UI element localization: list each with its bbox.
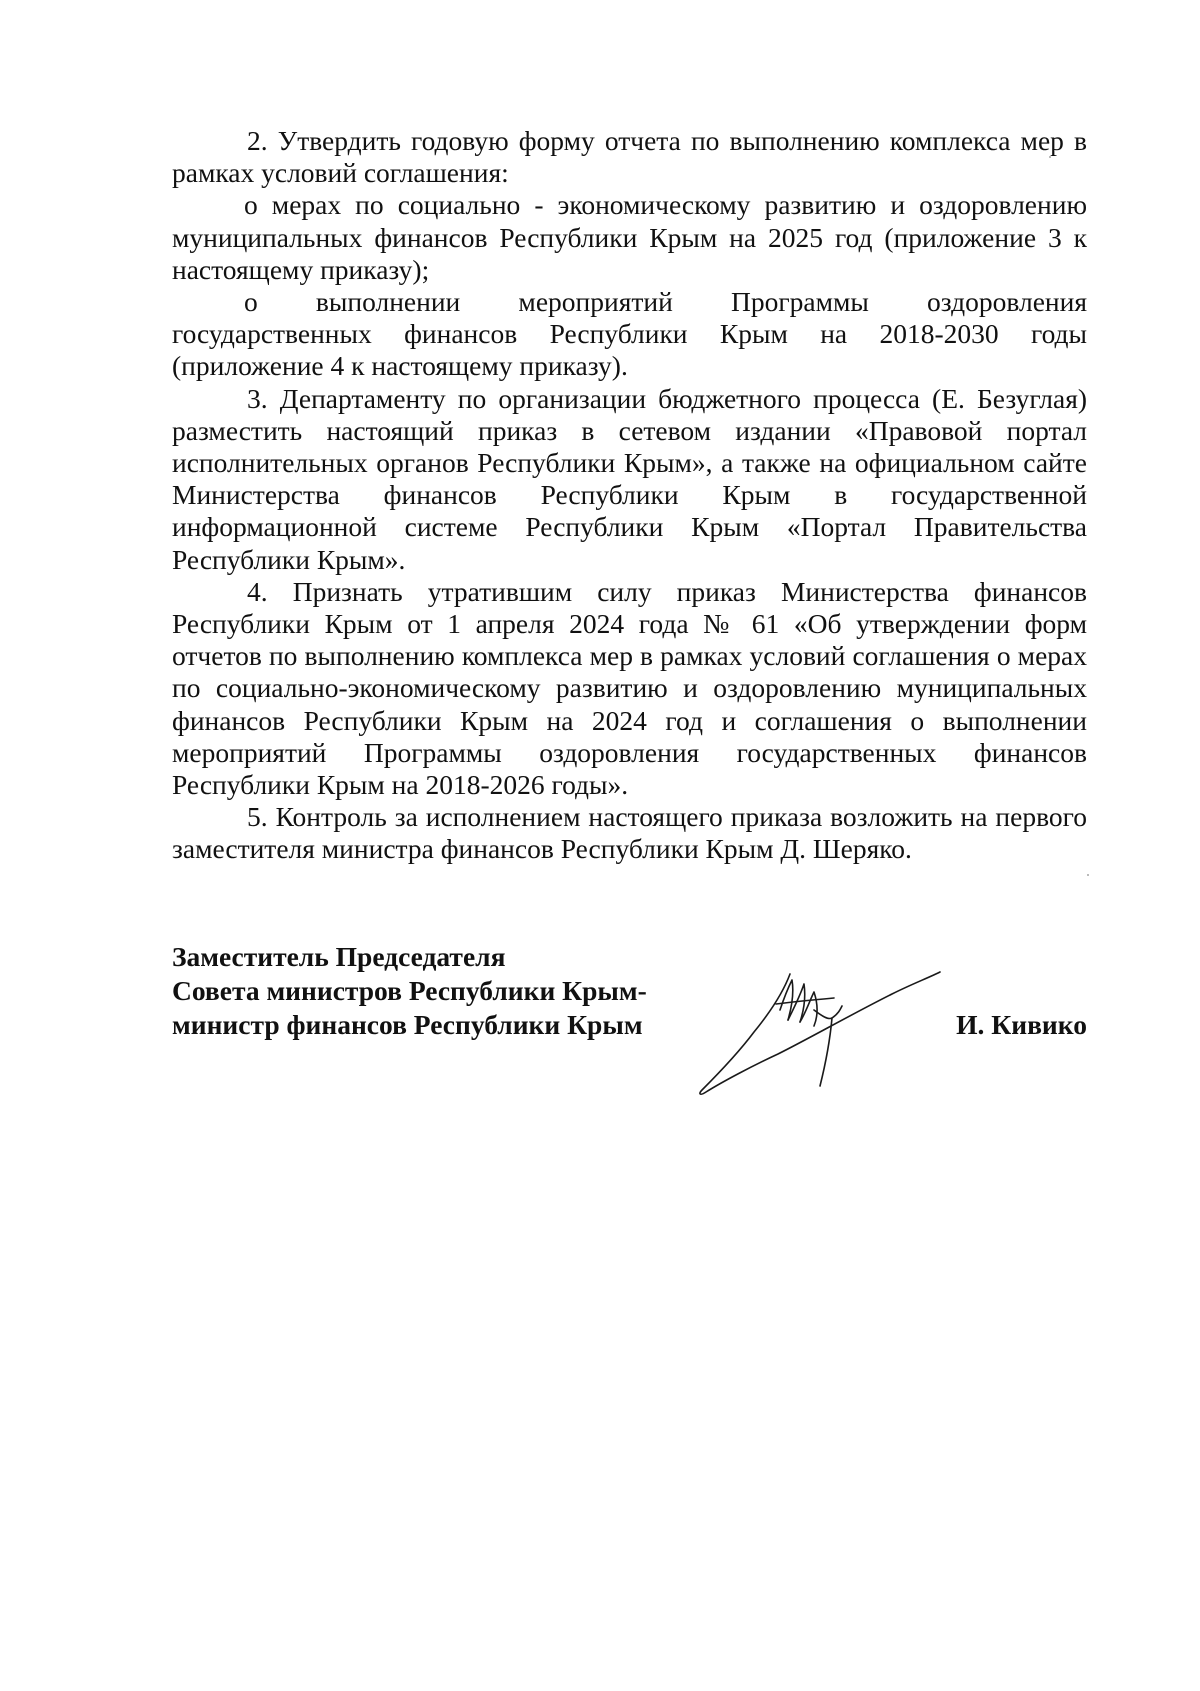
paragraph-item-2-subitem-1: о мерах по социально - экономическому развитию и оздоровлению муниципальных финансов Республики Крым на 2025 год (приложение 3 к настоящему приказу); bbox=[172, 189, 1087, 285]
scan-speck bbox=[1087, 874, 1089, 876]
paragraph-item-4: 4. Признать утратившим силу приказ Министерства финансов Республики Крым от 1 апреля 2024 года № 61 «Об утверждении форм отчетов по выполнению комплекса мер в рамках условий соглашения о мерах по социально-экономическому развитию и оздоровлению муниципальных финансов Республики Крым на 2024 год и соглашения о выполнении мероприятий Программы оздоровления государственных финансов Республики Крым на 2018-2026 годы». bbox=[172, 575, 1087, 801]
signatory-title-line-1: Заместитель Председателя bbox=[172, 941, 506, 972]
signature-block bbox=[172, 940, 1087, 1100]
handwritten-signature bbox=[692, 970, 952, 1100]
paragraph-item-5: 5. Контроль за исполнением настоящего приказа возложить на первого заместителя министра финансов Республики Крым Д. Шеряко. bbox=[172, 801, 1087, 865]
paragraph-item-3: 3. Департаменту по организации бюджетного процесса (Е. Безуглая) разместить настоящий приказ в сетевом издании «Правовой портал исполнительных органов Республики Крым», а также на официальном сайте Министерства финансов Республики Крым в государственной информационной системе Республики Крым «Портал Правительства Республики Крым». bbox=[172, 382, 1087, 575]
signatory-name: И. Кивико bbox=[956, 1009, 1087, 1040]
signatory-title bbox=[172, 940, 647, 1042]
signatory-title-line-3: министр финансов Республики Крым bbox=[172, 1009, 643, 1040]
signatory-title-line-2: Совета министров Республики Крым- bbox=[172, 975, 647, 1006]
scan-speck bbox=[1049, 156, 1051, 158]
paragraph-item-2-subitem-2: о выполнении мероприятий Программы оздоровления государственных финансов Республики Крым на 2018-2030 годы (приложение 4 к настоящему приказу). bbox=[172, 286, 1087, 382]
document-body bbox=[172, 125, 1087, 866]
paragraph-item-2: 2. Утвердить годовую форму отчета по выполнению комплекса мер в рамках условий соглашения: bbox=[172, 125, 1087, 189]
